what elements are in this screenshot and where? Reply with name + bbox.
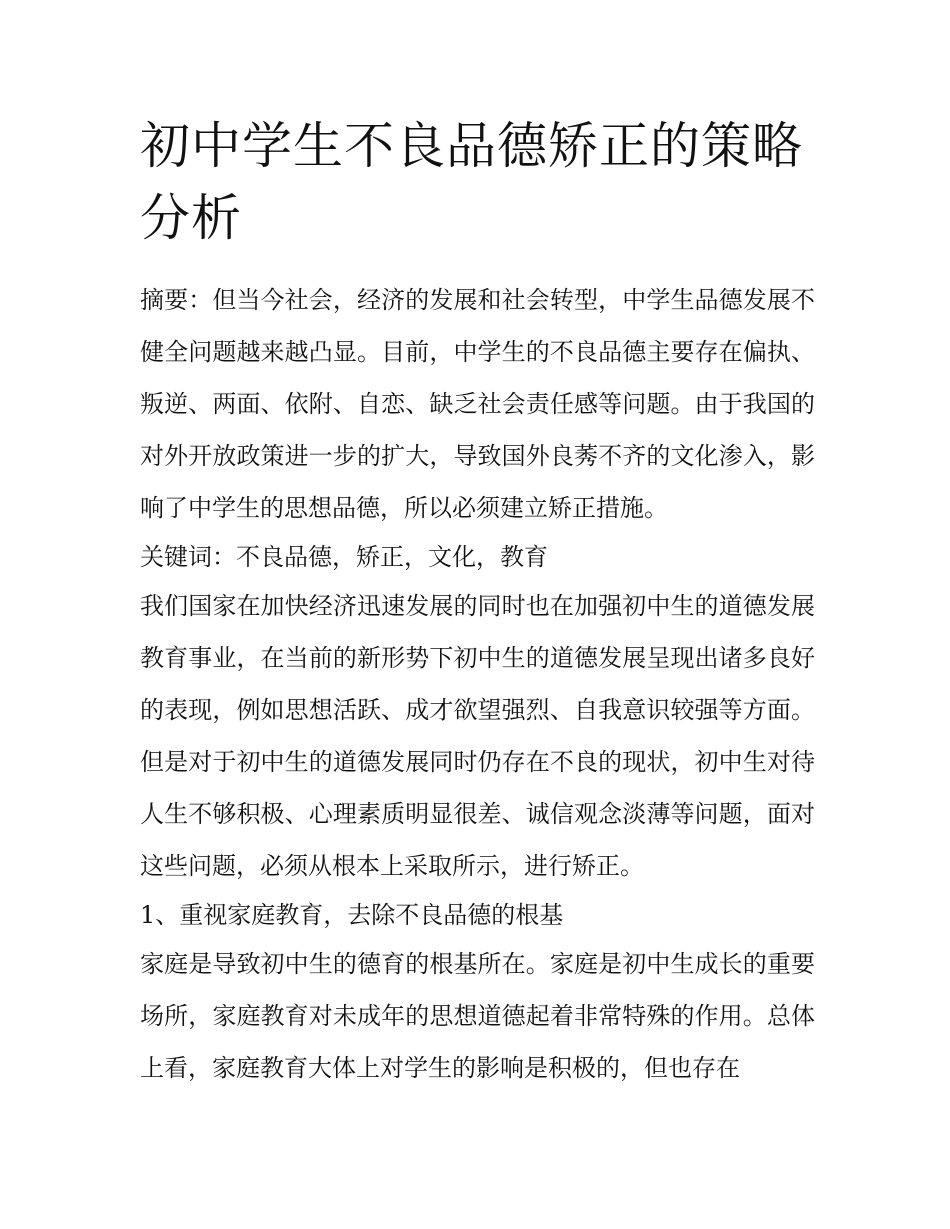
abstract-paragraph: 摘要：但当今社会，经济的发展和社会转型，中学生品德发展不健全问题越来越凸显。目前，中学生的不良品德主要存在偏执、叛逆、两面、依附、自恋、缺乏社会责任感等问题。由于我国的对外开放政策进一步的扩大，导致国外良莠不齐的文化渗入，影响了中学生的思想品德，所以必须建立矫正措施。 bbox=[140, 286, 815, 522]
document-page bbox=[140, 110, 815, 1094]
section-heading: 1、重视家庭教育，去除不良品德的根基 bbox=[140, 901, 564, 929]
keywords-line: 关键词：不良品德，矫正，文化，教育 bbox=[140, 543, 548, 571]
document-title: 初中学生不良品德矫正的策略分析 bbox=[140, 117, 803, 247]
section-body-paragraph: 家庭是导致初中生的德育的根基所在。家庭是初中生成长的重要场所，家庭教育对未成年的思想道德起着非常特殊的作用。总体上看，家庭教育大体上对学生的影响是积极的，但也存在 bbox=[140, 950, 815, 1082]
intro-paragraph: 我们国家在加快经济迅速发展的同时也在加强初中生的道德发展教育事业，在当前的新形势下初中生的道德发展呈现出诸多良好的表现，例如思想活跃、成才欲望强烈、自我意识较强等方面。但是对于初中生的道德发展同时仍存在不良的现状，初中生对待人生不够积极、心理素质明显很差、诚信观念淡薄等问题，面对这些问题，必须从根本上采取所示，进行矫正。 bbox=[140, 592, 815, 880]
